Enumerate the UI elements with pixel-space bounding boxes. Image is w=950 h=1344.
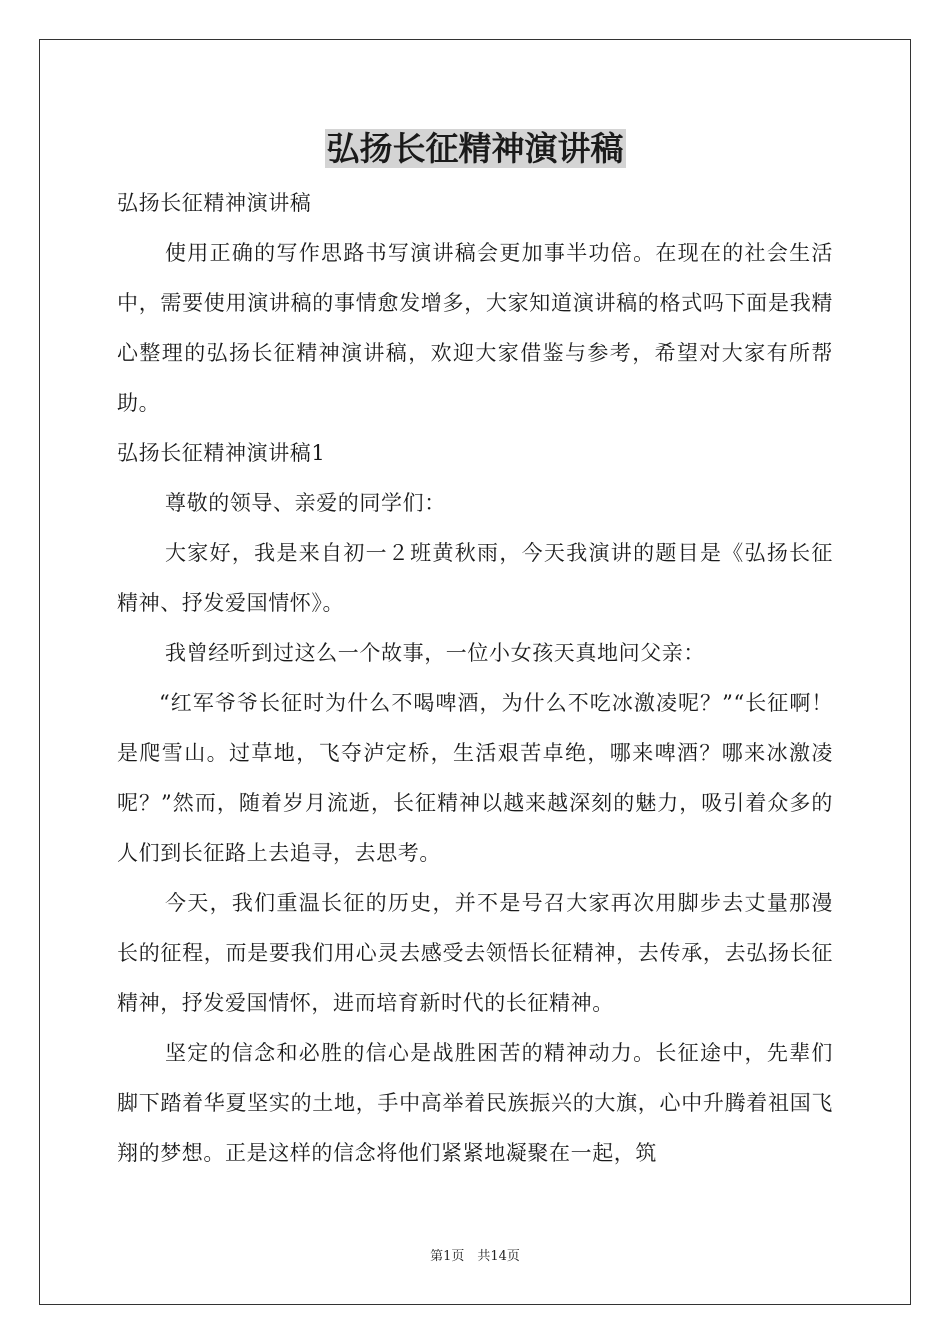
document-title bbox=[0, 127, 950, 171]
salutation-paragraph: 尊敬的领导、亲爱的同学们： bbox=[165, 491, 446, 515]
story-paragraph: 我曾经听到过这么一个故事，一位小女孩天真地问父亲： bbox=[165, 641, 705, 665]
document-title-text: 弘扬长征精神演讲稿 bbox=[326, 129, 624, 168]
belief-paragraph: 坚定的信念和必胜的信心是战胜困苦的精神动力。长征途中，先辈们脚下踏着华夏坚实的土地，手中高举着民族振兴的大旗，心中升腾着祖国飞翔的梦想。正是这样的信念将他们紧紧地凝聚在一起，筑 bbox=[117, 1041, 833, 1165]
section-heading: 弘扬长征精神演讲稿1 bbox=[117, 441, 326, 465]
document-body bbox=[117, 178, 833, 1178]
today-paragraph: 今天，我们重温长征的历史，并不是号召大家再次用脚步去丈量那漫长的征程，而是要我们用心灵去感受去领悟长征精神，去传承，去弘扬长征精神，抒发爱国情怀，进而培育新时代的长征精神。 bbox=[117, 891, 833, 1015]
subtitle-paragraph: 弘扬长征精神演讲稿 bbox=[117, 191, 312, 215]
greeting-paragraph: 大家好，我是来自初一２班黄秋雨，今天我演讲的题目是《弘扬长征精神、抒发爱国情怀》。 bbox=[117, 541, 833, 615]
page-number: 第1页 共14页 bbox=[430, 1249, 520, 1264]
intro-paragraph: 使用正确的写作思路书写演讲稿会更加事半功倍。在现在的社会生活中，需要使用演讲稿的事情愈发增多，大家知道演讲稿的格式吗下面是我精心整理的弘扬长征精神演讲稿，欢迎大家借鉴与参考，希望对大家有所帮助。 bbox=[117, 241, 833, 415]
quote-paragraph: “红军爷爷长征时为什么不喝啤酒，为什么不吃冰激凌呢？”“长征啊！是爬雪山。过草地，飞夺泸定桥，生活艰苦卓绝，哪来啤酒？哪来冰激凌呢？”然而，随着岁月流逝，长征精神以越来越深刻的魅力，吸引着众多的人们到长征路上去追寻，去思考。 bbox=[117, 691, 833, 865]
